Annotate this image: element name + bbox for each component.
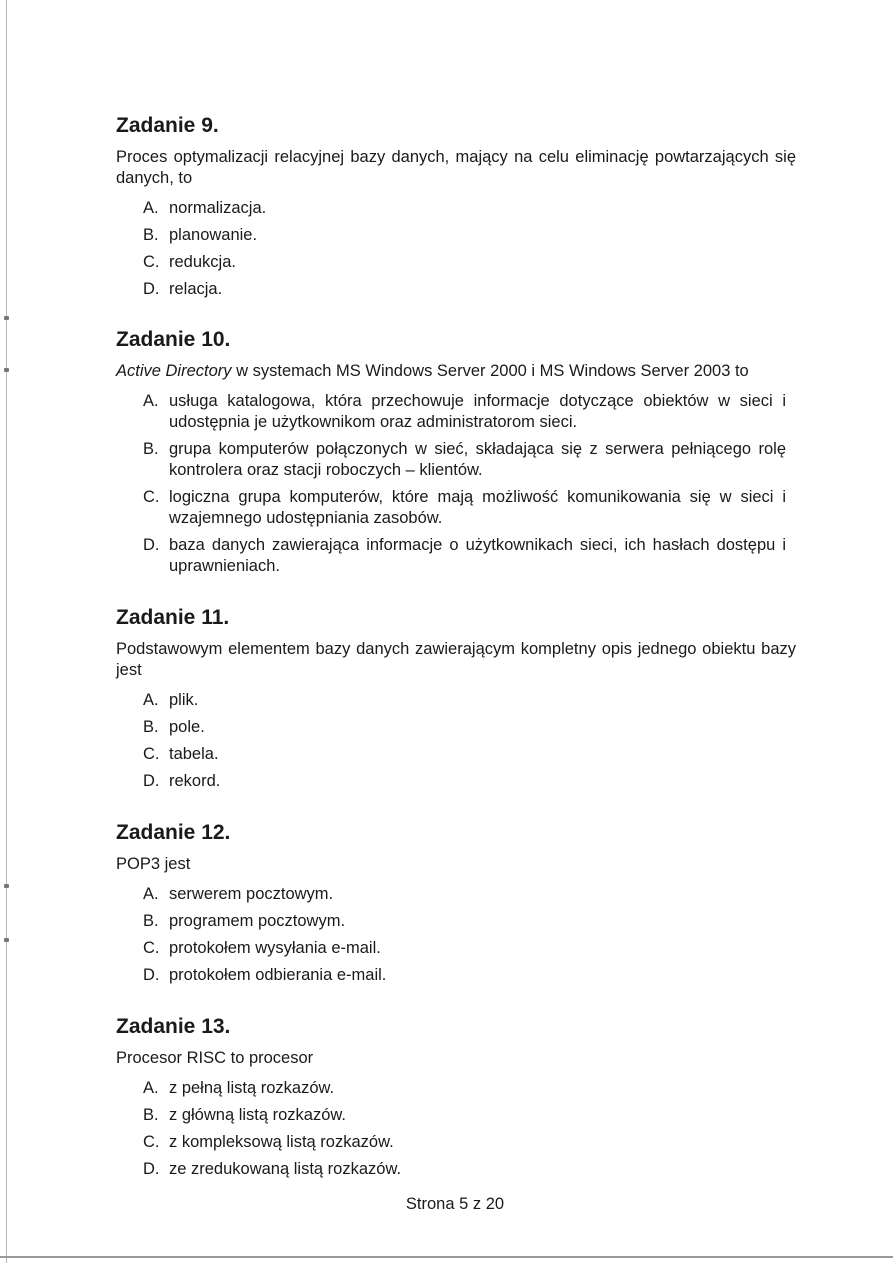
answer-options: [116, 198, 796, 300]
answer-option-b: [143, 911, 796, 932]
answer-option-a: [143, 198, 796, 219]
answer-option-a: [143, 1078, 796, 1099]
answer-options: [116, 884, 796, 986]
option-text: z pełną listą rozkazów.: [169, 1079, 335, 1097]
answer-option-b: [143, 225, 796, 246]
answer-option-b: [143, 439, 796, 481]
task-11: [116, 606, 796, 798]
option-text: ze zredukowaną listą rozkazów.: [169, 1160, 402, 1178]
answer-option-b: [143, 1105, 796, 1126]
answer-option-b: [143, 717, 796, 738]
option-letter: B.: [143, 1106, 159, 1124]
task-10: [116, 328, 796, 583]
answer-option-c: [143, 487, 796, 529]
task-title: Zadanie 9.: [116, 114, 219, 137]
answer-options: [116, 690, 796, 792]
task-13: [116, 1015, 796, 1186]
option-letter: D.: [143, 772, 160, 790]
scan-mark: [4, 368, 9, 372]
option-text: relacja.: [169, 280, 223, 298]
option-text: redukcja.: [169, 253, 236, 271]
task-question: POP3 jest: [116, 855, 191, 873]
answer-option-d: [143, 771, 796, 792]
answer-option-d: [143, 279, 796, 300]
task-12: [116, 821, 796, 992]
task-title: Zadanie 10.: [116, 328, 231, 351]
page-edge-left: [6, 0, 7, 1263]
option-letter: C.: [143, 939, 160, 957]
option-text: plik.: [169, 691, 199, 709]
question-text: w systemach MS Windows Server 2000 i MS Windows Server 2003 to: [231, 362, 749, 380]
task-question: [116, 361, 796, 382]
option-text: protokołem wysyłania e-mail.: [169, 939, 381, 957]
answer-option-c: [143, 744, 796, 765]
task-9: [116, 114, 796, 306]
option-letter: D.: [143, 280, 160, 298]
option-letter: A.: [143, 885, 159, 903]
option-letter: C.: [143, 253, 160, 271]
option-letter: C.: [143, 1133, 160, 1151]
option-text: usługa katalogowa, która przechowuje informacje dotyczące obiektów w sieci i udostępnia je użytkownikom oraz administratorom sieci.: [169, 392, 786, 431]
option-text: programem pocztowym.: [169, 912, 346, 930]
scan-mark: [4, 884, 9, 888]
answer-option-c: [143, 1132, 796, 1153]
scan-mark: [4, 938, 9, 942]
option-letter: D.: [143, 536, 160, 554]
answer-options: [116, 391, 796, 577]
option-text: planowanie.: [169, 226, 258, 244]
option-letter: A.: [143, 199, 159, 217]
scan-mark: [4, 316, 9, 320]
option-text: tabela.: [169, 745, 219, 763]
option-letter: B.: [143, 912, 159, 930]
task-question: Procesor RISC to procesor: [116, 1049, 314, 1067]
answer-option-c: [143, 252, 796, 273]
option-text: rekord.: [169, 772, 221, 790]
page-number: Strona 5 z 20: [405, 1195, 505, 1213]
option-text: baza danych zawierająca informacje o użytkownikach sieci, ich hasłach dostępu i uprawnieniach.: [169, 536, 786, 575]
answer-option-c: [143, 938, 796, 959]
option-text: logiczna grupa komputerów, które mają możliwość komunikowania się w sieci i wzajemnego udostępniania zasobów.: [169, 488, 786, 527]
answer-options: [116, 1078, 796, 1180]
task-question: Podstawowym elementem bazy danych zawierającym kompletny opis jednego obiektu bazy jest: [116, 640, 796, 679]
answer-option-d: [143, 1159, 796, 1180]
answer-option-a: [143, 884, 796, 905]
option-text: pole.: [169, 718, 205, 736]
option-text: serwerem pocztowym.: [169, 885, 334, 903]
option-letter: B.: [143, 718, 159, 736]
task-question: Proces optymalizacji relacyjnej bazy danych, mający na celu eliminację powtarzających się danych, to: [116, 148, 796, 187]
option-text: normalizacja.: [169, 199, 267, 217]
option-text: protokołem odbierania e-mail.: [169, 966, 387, 984]
option-letter: A.: [143, 1079, 159, 1097]
option-letter: A.: [143, 691, 159, 709]
option-text: grupa komputerów połączonych w sieć, składająca się z serwera pełniącego rolę kontrolera oraz stacji roboczych – klientów.: [169, 440, 786, 479]
answer-option-d: [143, 965, 796, 986]
question-term: Active Directory: [116, 362, 232, 380]
option-letter: D.: [143, 966, 160, 984]
option-letter: B.: [143, 440, 159, 458]
answer-option-d: [143, 535, 796, 577]
option-letter: A.: [143, 392, 159, 410]
option-text: z kompleksową listą rozkazów.: [169, 1133, 394, 1151]
answer-option-a: [143, 690, 796, 711]
option-letter: B.: [143, 226, 159, 244]
option-letter: D.: [143, 1160, 160, 1178]
option-letter: C.: [143, 488, 160, 506]
option-text: z główną listą rozkazów.: [169, 1106, 346, 1124]
answer-option-a: [143, 391, 796, 433]
task-title: Zadanie 13.: [116, 1015, 231, 1038]
task-title: Zadanie 11.: [116, 606, 230, 629]
page-edge-bottom: [0, 1256, 893, 1258]
option-letter: C.: [143, 745, 160, 763]
task-title: Zadanie 12.: [116, 821, 231, 844]
